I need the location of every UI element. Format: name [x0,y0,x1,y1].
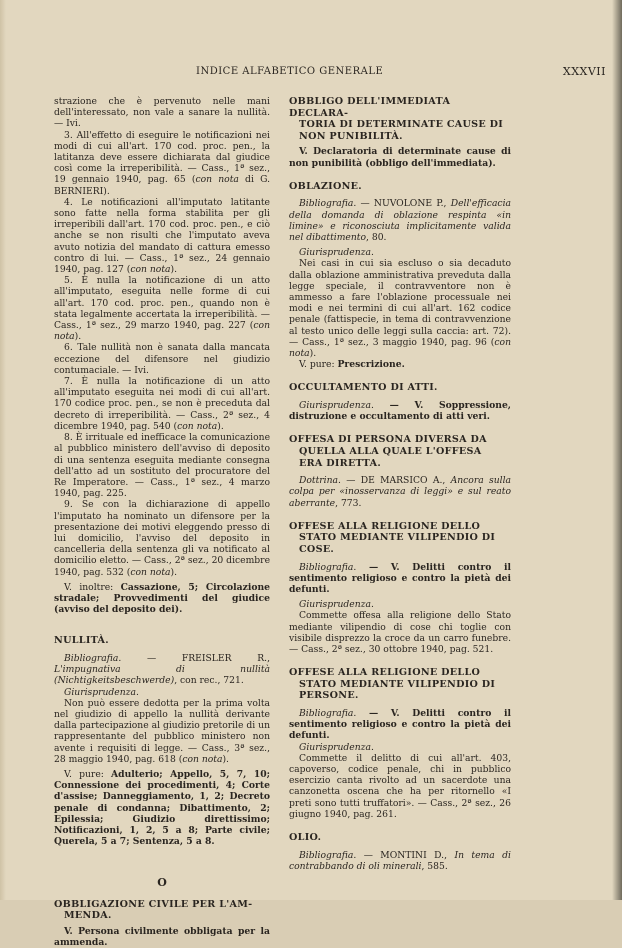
heading-obbligazione-civile: OBBLIGAZIONE CIVILE PER L'AM- MENDA. [54,898,253,922]
offese-cose-bibliography: Bibliografia. — V. Delitti contro il sentimento religioso e contro la pietà dei defunti. [289,561,511,595]
heading-obbligo: OBBLIGO DELL'IMMEDIATA DECLARA- TORIA DI DETERMINATE CAUSE DI NON PUNIBILITÀ. [289,96,504,142]
nullita-jurisprudence-text: Non può essere dedotta per la prima volta nel giudizio di appello la nullità derivante dalla partecipazione al giudizio pretorile di un rappresentante del pubblico ministero non avente i requisiti di legge. — Cass., 3ª sez., 28 maggio 1940, pag. 618 (con nota). [54,697,270,765]
offese-persone-jurisprudence-label: Giurisprudenza. [299,741,374,753]
heading-olio: OLIO. [289,832,322,844]
right-column [289,96,511,872]
offese-cose-jurisprudence-text: Commette offesa alla religione dello Stato mediante vilipendio di cose chi toglie con visibile disprezzo la croce da un carro funebre. — Cass., 2ª sez., 30 ottobre 1940, pag. 521. [289,610,511,656]
heading-offesa-persona-diversa: OFFESA DI PERSONA DIVERSA DA QUELLA ALLA QUALE L'OFFESA ERA DIRETTA. [289,434,487,469]
page-right-edge [612,0,622,900]
entry-item-4: 4. Le notificazioni all'imputato latitante sono fatte nella forma stabilita per gli irreperibili dall'art. 170 cod. proc. pen., e ciò anche se non risulti che l'imputato aveva avuto notizia del mandato di cattura emesso contro di lui. — Cass., 1ª sez., 24 gennaio 1940, pag. 127 (con nota). [54,196,270,276]
nullita-see-also: V. pure: Adulterio; Appello, 5, 7, 10; Connessione dei procedimenti, 4; Corte d'assise; Danneggiamento, 1, 2; Decreto penale di condanna; Dibattimento, 2; Epilessia; Giudizio direttissimo; Notificazioni, 1, 2, 5 a 8; Parte civile; Querela, 5 a 7; Sentenza, 5 a 8. [54,768,270,848]
obbligazione-civile-see: V. Persona civilmente obbligata per la ammenda. [54,925,270,948]
offese-persone-bibliography: Bibliografia. — V. Delitti contro il sentimento religioso e contro la pietà dei defunti. [289,708,511,742]
entry-item-6: 6. Tale nullità non è sanata dalla mancata eccezione del difensore nel giudizio contumaciale. — Ivi. [54,342,270,376]
nullita-jurisprudence-label: Giurisprudenza. [64,686,139,698]
heading-nullita: NULLITÀ. [54,635,109,647]
oblazione-bibliography: Bibliografia. — NUVOLONE P., Dell'efficacia della domanda di oblazione respinta «in limine» e riconosciuta implicitamente valida nel dibattimento, 80. [289,198,511,243]
header-title: INDICE ALFABETICO GENERALE [196,66,384,77]
entry-item-9: 9. Se con la dichiarazione di appello l'imputato ha nominato un difensore per la presentazione dei motivi eleggendo presso di lui domicilio, l'avviso del deposito in cancelleria della sentenza gli va notificato al domicilio eletto. — Cass., 2ª sez., 20 dicembre 1940, pag. 532 (con nota). [54,499,271,578]
oblazione-jurisprudence-text: Nei casi in cui sia escluso o sia decaduto dalla oblazione amministrativa preveduta dalla legge speciale, il contravventore non è ammesso a fare l'oblazione processuale nei modi e nei termini di cui all'art. 162 codice penale (fattispecie, in tema di contravvenzione al testo unico delle leggi sulla caccia: art. 72). — Cass., 1ª sez., 3 maggio 1940, pag. 96 (con nota). [289,258,511,360]
occultamento-jurisprudence: Giurisprudenza. — V. Soppressione, distruzione e occultamento di atti veri. [289,400,511,423]
offesa-persona-doctrine: Dottrina. — DE MARSICO A., Ancora sulla colpa per «inosservanza di leggi» e sul reato aberrante, 773. [289,475,511,509]
offese-persone-jurisprudence-text: Commette il delitto di cui all'art. 403, capoverso, codice penale, chi in pubblico esercizio canta rivolto ad un sacerdote una canzonetta oscena che ha per ritornello «I preti sono tutti truffatori». — Cass., 2ª sez., 26 giugno 1940, pag. 261. [289,752,511,820]
entry-item-3: 3. All'effetto di eseguire le notificazioni nei modi di cui all'art. 170 cod. proc. pen., la latitanza deve essere dichiarata dal giudice così come la irreperibilità. — Cass., 1ª sez., 19 gennaio 1940, pag. 65 (con nota di G. BERNIERI). [54,129,270,197]
section-letter-o: O [157,876,167,890]
page-number: XXXVII [562,65,606,78]
heading-occultamento: OCCULTAMENTO DI ATTI. [289,382,438,394]
left-column [54,96,270,948]
olio-bibliography: Bibliografia. — MONTINI D., In tema di contrabbando di oli minerali, 585. [289,849,511,872]
page-left-edge [0,0,6,900]
entry-item-8: 8. È irrituale ed inefficace la comunicazione al pubblico ministero dell'avviso di deposito di una sentenza eseguita mediante consegna dell'atto ad un sostituto del procuratore del Re Imperatore. — Cass., 1ª sez., 4 marzo 1940, pag. 225. [54,432,270,500]
heading-offese-religione-cose: OFFESE ALLA RELIGIONE DELLO STATO MEDIANTE VILIPENDIO DI COSE. [289,520,496,555]
heading-offese-religione-persone: OFFESE ALLA RELIGIONE DELLO STATO MEDIANTE VILIPENDIO DI PERSONE. [289,667,496,702]
offese-cose-jurisprudence-label: Giurisprudenza. [299,599,374,611]
entry-item-7: 7. È nulla la notificazione di un atto all'imputato eseguita nei modi di cui all'art. 170 codice proc. pen., se non è preceduta dal decreto di irreperibilità. — Cass., 2ª sez., 4 dicembre 1940, pag. 540 (con nota). [54,376,270,432]
see-also-reference: V. inoltre: Cassazione, 5; Circolazione stradale; Provvedimenti del giudice (avviso del deposito dei). [54,581,270,616]
nullita-bibliography: Bibliografia. — FREISLER R., L'impugnativa di nullità (Nichtigkeitsbeschwerde), con rec., 721. [54,652,270,687]
oblazione-jurisprudence-label: Giurisprudenza. [299,247,374,259]
heading-oblazione: OBLAZIONE. [289,180,362,192]
entry-continuation: strazione che è pervenuto nelle mani dell'interessato, non vale a sanare la nullità. — Ivi. [54,96,270,130]
oblazione-see-also: V. pure: Prescrizione. [299,359,405,371]
obbligo-see: V. Declaratoria di determinate cause di non punibilità (obbligo dell'immediata). [289,146,511,169]
entry-item-5: 5. È nulla la notificazione di un atto all'imputato, eseguita nelle forme di cui all'art. 170 cod. proc. pen., quando non è stata legalmente accertata la irreperibilità. — Cass., 1ª sez., 29 marzo 1940, pag. 227 (con nota). [54,275,270,343]
